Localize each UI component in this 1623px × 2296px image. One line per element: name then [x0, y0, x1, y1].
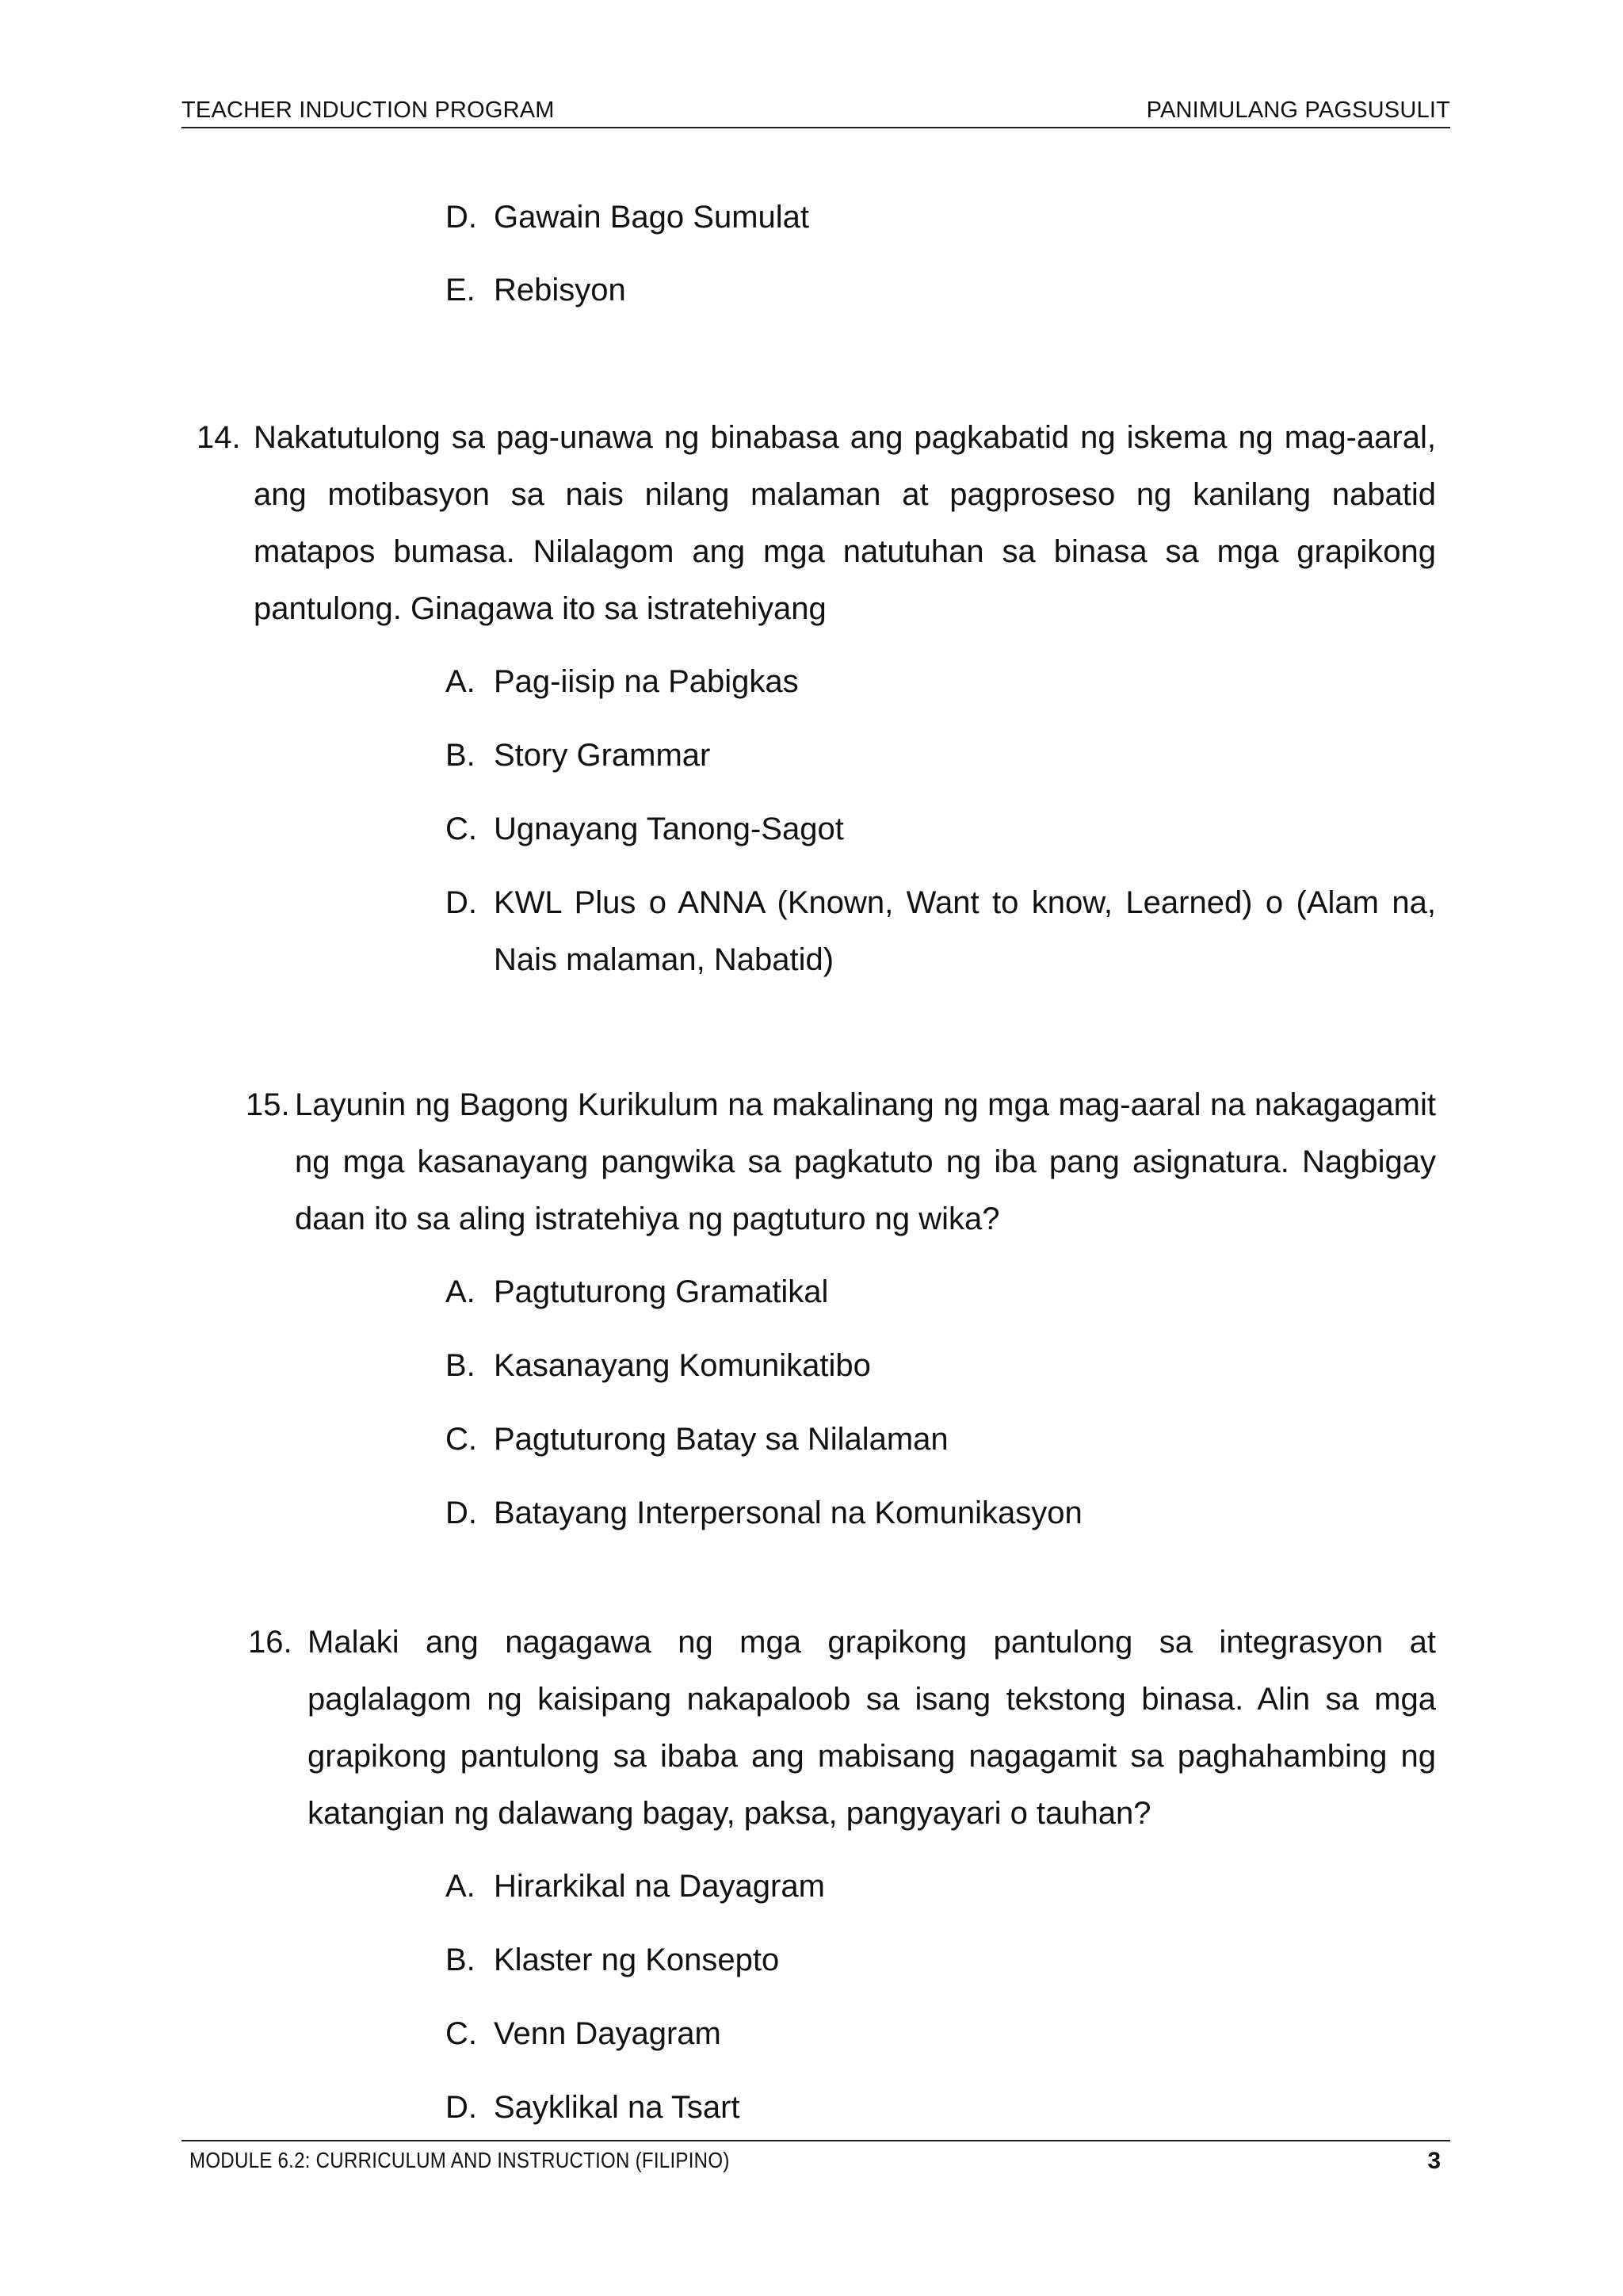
q16-option-b: B. Klaster ng Konsepto	[445, 1943, 780, 1977]
q15-option-b: B. Kasanayang Komunikatibo	[445, 1348, 871, 1383]
footer-module-title: MODULE 6.2: CURRICULUM AND INSTRUCTION (FILIPINO)	[189, 2148, 730, 2172]
question-stem: Nakatutulong sa pag-unawa ng binabasa ang pagkabatid ng iskema ng mag-aaral, ang motibasyon sa nais nilang malaman at pagproseso ng kanilang nabatid matapos bumasa. Nilalagom ang mga natutuhan sa binasa sa mga grapikong pantulong. Ginagawa ito sa istratehiyang	[254, 420, 1436, 626]
question-number: 14.	[197, 420, 241, 455]
question-number: 16.	[248, 1625, 292, 1660]
page-header	[181, 97, 1450, 128]
q14-option-d: D. KWL Plus o ANNA (Known, Want to know, Learned) o (Alam na, Nais malaman, Nabatid)	[445, 885, 1436, 977]
question-stem: Malaki ang nagagawa ng mga grapikong pantulong sa integrasyon at paglalagom ng kaisipang nakapaloob sa isang tekstong binasa. Alin sa mga grapikong pantulong sa ibaba ang mabisang nagagamit sa paghahambing ng katangian ng dalawang bagay, paksa, pangyayari o tauhan?	[307, 1625, 1436, 1831]
q14-option-a: A. Pag-iisip na Pabigkas	[445, 664, 799, 699]
q15-option-d: D. Batayang Interpersonal na Komunikasyon	[445, 1496, 1083, 1530]
page-footer	[181, 2140, 1450, 2181]
q15-option-a: A. Pagtuturong Gramatikal	[445, 1274, 829, 1309]
q15-option-c: C. Pagtuturong Batay sa Nilalaman	[445, 1422, 949, 1457]
header-program-title: TEACHER INDUCTION PROGRAM	[181, 97, 555, 123]
question-14	[197, 409, 1436, 637]
prev-option-d: D. Gawain Bago Sumulat	[445, 200, 810, 235]
q14-option-c: C. Ugnayang Tanong-Sagot	[445, 812, 844, 846]
header-section-title: PANIMULANG PAGSUSULIT	[1146, 97, 1450, 123]
prev-option-e: E. Rebisyon	[445, 273, 626, 308]
question-number: 15.	[246, 1087, 290, 1122]
q14-option-b: B. Story Grammar	[445, 738, 711, 773]
q16-option-a: A. Hirarkikal na Dayagram	[445, 1869, 825, 1904]
question-stem: Layunin ng Bagong Kurikulum na makalinang ng mga mag-aaral na nakagagamit ng mga kasanayang pangwika sa pagkatuto ng iba pang asignatura. Nagbigay daan ito sa aling istratehiya ng pagtuturo ng wika?	[295, 1087, 1436, 1236]
q16-option-d: D. Sayklikal na Tsart	[445, 2090, 740, 2125]
page-number: 3	[1427, 2148, 1441, 2174]
q16-option-c: C. Venn Dayagram	[445, 2016, 721, 2051]
question-16	[248, 1614, 1436, 1842]
question-15	[246, 1076, 1436, 1247]
